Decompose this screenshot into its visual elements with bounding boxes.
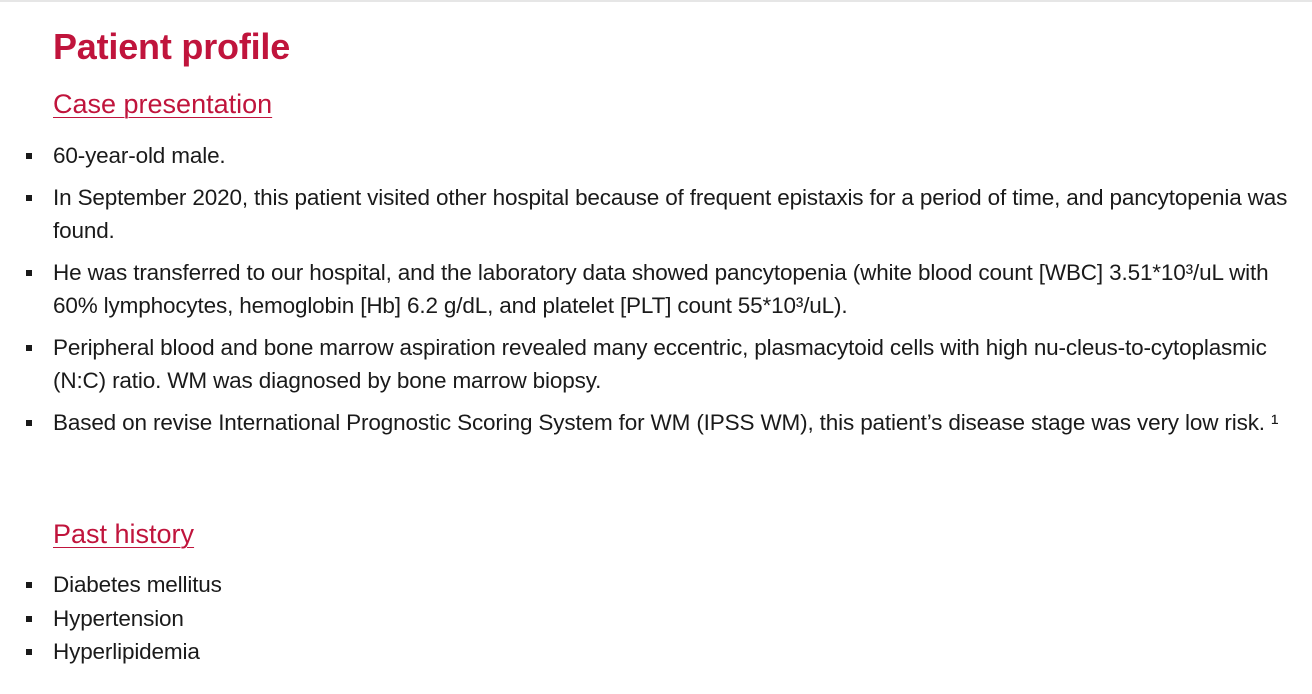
list-item [0,331,1290,397]
list-item-text: Based on revise International Prognostic Scoring System for WM (IPSS WM), this patient’s disease stage was very low risk. ¹ [53,410,1279,435]
list-item-text: Diabetes mellitus [53,572,222,597]
bullet-icon [26,582,32,588]
bullet-icon [26,195,32,201]
bullet-icon [26,270,32,276]
list-item-text: Hyperlipidemia [53,639,200,664]
list-item [0,602,1290,636]
bullet-icon [26,345,32,351]
list-item [0,406,1290,439]
list-item-text: He was transferred to our hospital, and the laboratory data showed pancytopenia (white blood count [WBC] 3.51*10³/uL with 60% lymphocytes, hemoglobin [Hb] 6.2 g/dL, and platelet [PLT] count 55*10³/uL). [53,260,1269,318]
case-presentation-heading: Case presentation [53,89,273,119]
list-item [0,256,1290,322]
list-item [0,635,1290,669]
past-history-list [0,568,1290,669]
list-item [0,139,1290,172]
list-item-text: Peripheral blood and bone marrow aspiration revealed many eccentric, plasmacytoid cells with high nu-cleus-to-cytoplasmic (N:C) ratio. WM was diagnosed by bone marrow biopsy. [53,335,1267,393]
list-item-text: Hypertension [53,605,184,631]
bullet-icon [26,420,32,426]
bullet-icon [26,153,32,159]
bullet-icon [26,616,32,622]
past-history-heading: Past history [53,519,195,549]
bullet-icon [26,649,32,655]
list-item-text: In September 2020, this patient visited other hospital because of frequent epistaxis for a period of time, and pancytopenia was found. [53,185,1288,243]
case-presentation-list [0,139,1290,448]
list-item [0,181,1290,247]
page-title: Patient profile [53,26,291,67]
list-item-text: 60-year-old male. [53,143,226,168]
list-item [0,568,1290,602]
top-divider [0,0,1312,2]
